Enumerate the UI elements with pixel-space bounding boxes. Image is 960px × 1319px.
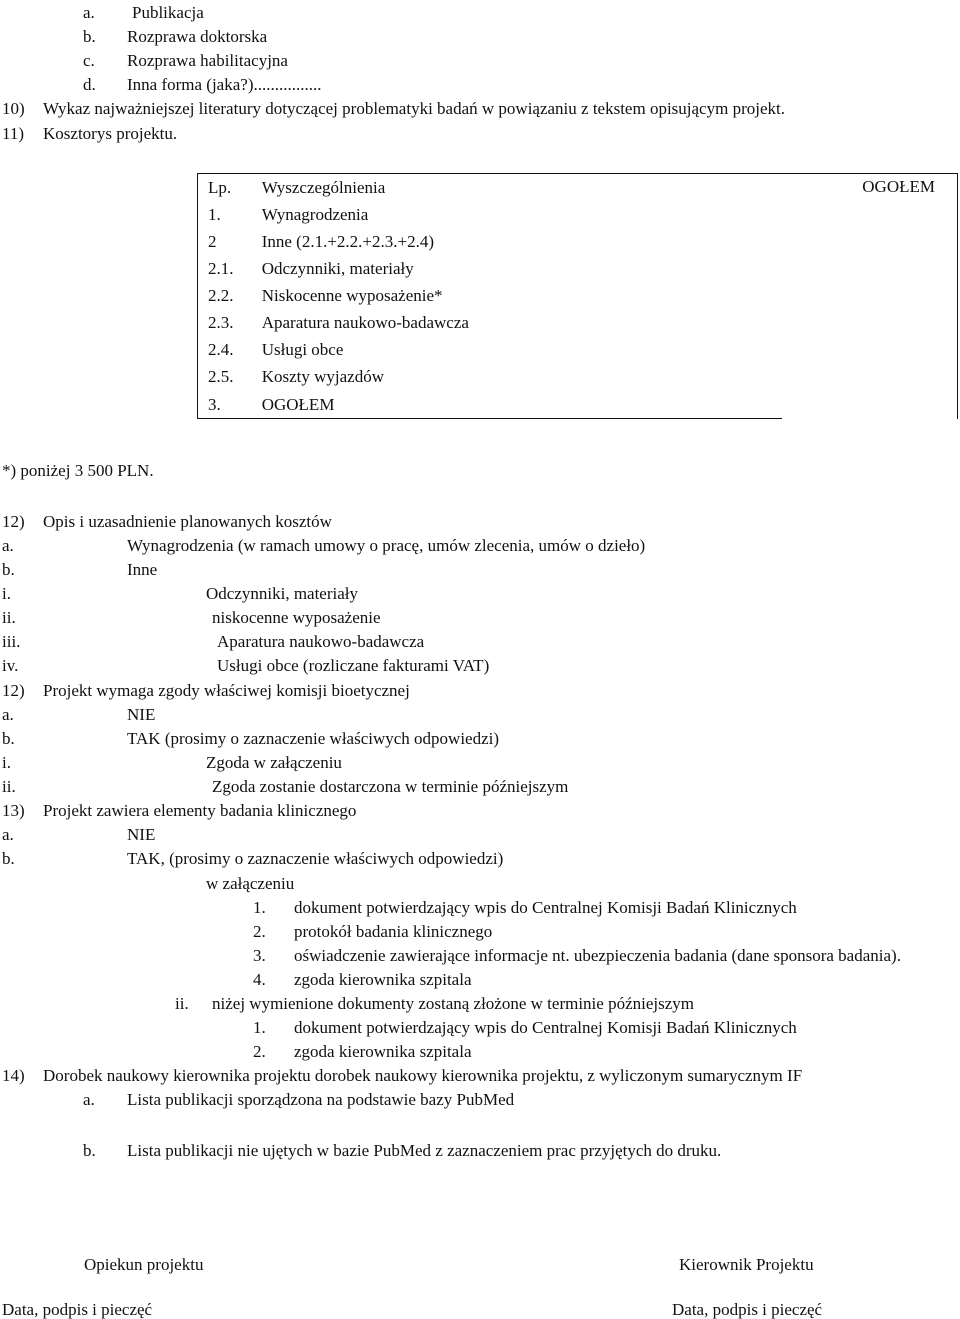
item13-later-item-text: dokument potwierdzający wpis do Centralnej Komisji Badań Klinicznych bbox=[294, 1018, 797, 1037]
item12a-sub-text: Aparatura naukowo-badawcza bbox=[217, 632, 425, 651]
row-lp: 2.1. bbox=[198, 255, 262, 282]
item11-marker: 11) bbox=[2, 124, 25, 143]
item13-later-marker: ii. bbox=[175, 994, 189, 1013]
item13-marker: 13) bbox=[2, 801, 25, 820]
item13-b-marker: b. bbox=[2, 849, 15, 868]
item12b-i-marker: i. bbox=[2, 753, 11, 772]
row-label: Inne (2.1.+2.2.+2.3.+2.4) bbox=[261, 232, 435, 251]
top-list-item-c: Rozprawa habilitacyjna bbox=[127, 51, 288, 70]
item13-attached-marker: 3. bbox=[253, 946, 266, 965]
top-list-marker-b: b. bbox=[83, 27, 96, 46]
item12b-a-text: NIE bbox=[127, 705, 156, 724]
item13-attached-text: dokument potwierdzający wpis do Centralnej Komisji Badań Klinicznych bbox=[294, 898, 797, 917]
item13-attached-text: protokół badania klinicznego bbox=[294, 922, 493, 941]
item13-a-text: NIE bbox=[127, 825, 156, 844]
header-label: Wyszczególnienia bbox=[262, 174, 782, 202]
signature-right-caption: Data, podpis i pieczęć bbox=[672, 1300, 823, 1319]
item13-text: Projekt zawiera elementy badania klinicznego bbox=[43, 801, 357, 820]
item12a-b-marker: b. bbox=[2, 560, 15, 579]
item13-b-text: TAK, (prosimy o zaznaczenie właściwych odpowiedzi) bbox=[127, 849, 504, 868]
item13-later-item-marker: 2. bbox=[253, 1042, 266, 1061]
signature-right-role: Kierownik Projektu bbox=[679, 1255, 814, 1274]
row-label: Koszty wyjazdów bbox=[261, 367, 384, 386]
item12a-sub-marker: iii. bbox=[2, 632, 21, 651]
signature-left-caption: Data, podpis i pieczęć bbox=[2, 1300, 153, 1319]
item12b-a-marker: a. bbox=[2, 705, 14, 724]
item12a-a-text: Wynagrodzenia (w ramach umowy o pracę, umów zlecenia, umów o dzieło) bbox=[127, 536, 646, 555]
item12a-text: Opis i uzasadnienie planowanych kosztów bbox=[43, 512, 332, 531]
item12b-b-text: TAK (prosimy o zaznaczenie właściwych odpowiedzi) bbox=[127, 729, 500, 748]
item13-attached-marker: 2. bbox=[253, 922, 266, 941]
row-label: Niskocenne wyposażenie* bbox=[261, 286, 443, 305]
item13-attached-marker: 1. bbox=[253, 898, 266, 917]
item10-text: Wykaz najważniejszej literatury dotyczącej problematyki badań w powiązaniu z tekstem opisującym projekt. bbox=[43, 99, 785, 118]
row-label: Odczynniki, materiały bbox=[261, 259, 414, 278]
item13-later-item-text: zgoda kierownika szpitala bbox=[294, 1042, 472, 1061]
item12a-sub-marker: iv. bbox=[2, 656, 19, 675]
item13-later-text: niżej wymienione dokumenty zostaną złożone w terminie późniejszym bbox=[212, 994, 694, 1013]
item12a-sub-text: Odczynniki, materiały bbox=[206, 584, 359, 603]
item12a-sub-marker: ii. bbox=[2, 608, 16, 627]
top-list-item-b: Rozprawa doktorska bbox=[127, 27, 268, 46]
top-list-marker-a: a. bbox=[83, 3, 95, 22]
header-total: OGOŁEM bbox=[782, 174, 958, 419]
row-lp: 2 bbox=[198, 228, 262, 255]
item12b-ii-text: Zgoda zostanie dostarczona w terminie późniejszym bbox=[212, 777, 569, 796]
row-lp: 2.5. bbox=[198, 363, 262, 390]
item10-marker: 10) bbox=[2, 99, 25, 118]
item11-text: Kosztorys projektu. bbox=[43, 124, 178, 143]
item13-attached-label: w załączeniu bbox=[206, 874, 295, 893]
footnote: *) poniżej 3 500 PLN. bbox=[2, 461, 154, 480]
top-list-marker-d: d. bbox=[83, 75, 96, 94]
item12a-sub-text: niskocenne wyposażenie bbox=[212, 608, 381, 627]
top-list-marker-c: c. bbox=[83, 51, 95, 70]
item14-a-text: Lista publikacji sporządzona na podstawie bazy PubMed bbox=[127, 1090, 515, 1109]
item13-attached-text: oświadczenie zawierające informacje nt. ubezpieczenia badania (dane sponsora badania). bbox=[294, 946, 901, 965]
item14-text: Dorobek naukowy kierownika projektu dorobek naukowy kierownika projektu, z wyliczonym sumarycznym IF bbox=[43, 1066, 803, 1085]
item12a-b-text: Inne bbox=[127, 560, 158, 579]
cost-table-header bbox=[198, 174, 958, 202]
item13-a-marker: a. bbox=[2, 825, 14, 844]
item14-b-text: Lista publikacji nie ujętych w bazie PubMed z zaznaczeniem prac przyjętych do druku. bbox=[127, 1141, 722, 1160]
item14-b-marker: b. bbox=[83, 1141, 96, 1160]
item14-a-marker: a. bbox=[83, 1090, 95, 1109]
item12a-marker: 12) bbox=[2, 512, 25, 531]
row-lp: 3. bbox=[198, 390, 262, 419]
row-label: Aparatura naukowo-badawcza bbox=[261, 313, 469, 332]
item13-later-item-marker: 1. bbox=[253, 1018, 266, 1037]
row-label: OGOŁEM bbox=[262, 390, 782, 419]
signature-left-role: Opiekun projektu bbox=[84, 1255, 204, 1274]
header-lp: Lp. bbox=[198, 174, 262, 202]
item12b-b-marker: b. bbox=[2, 729, 15, 748]
item13-attached-text: zgoda kierownika szpitala bbox=[294, 970, 472, 989]
top-list-item-a: Publikacja bbox=[132, 3, 204, 22]
item14-marker: 14) bbox=[2, 1066, 25, 1085]
item12a-sub-marker: i. bbox=[2, 584, 11, 603]
row-label: Wynagrodzenia bbox=[261, 205, 369, 224]
item12b-text: Projekt wymaga zgody właściwej komisji bioetycznej bbox=[43, 681, 410, 700]
item12b-ii-marker: ii. bbox=[2, 777, 16, 796]
row-lp: 2.2. bbox=[198, 282, 262, 309]
cost-table bbox=[197, 173, 958, 419]
item12b-i-text: Zgoda w załączeniu bbox=[206, 753, 342, 772]
top-list-item-d: Inna forma (jaka?)................ bbox=[127, 75, 322, 94]
row-lp: 2.4. bbox=[198, 336, 262, 363]
row-lp: 2.3. bbox=[198, 309, 262, 336]
item12a-a-marker: a. bbox=[2, 536, 14, 555]
row-lp: 1. bbox=[198, 201, 262, 228]
item12a-sub-text: Usługi obce (rozliczane fakturami VAT) bbox=[217, 656, 490, 675]
row-label: Usługi obce bbox=[261, 340, 344, 359]
item12b-marker: 12) bbox=[2, 681, 25, 700]
item13-attached-marker: 4. bbox=[253, 970, 266, 989]
